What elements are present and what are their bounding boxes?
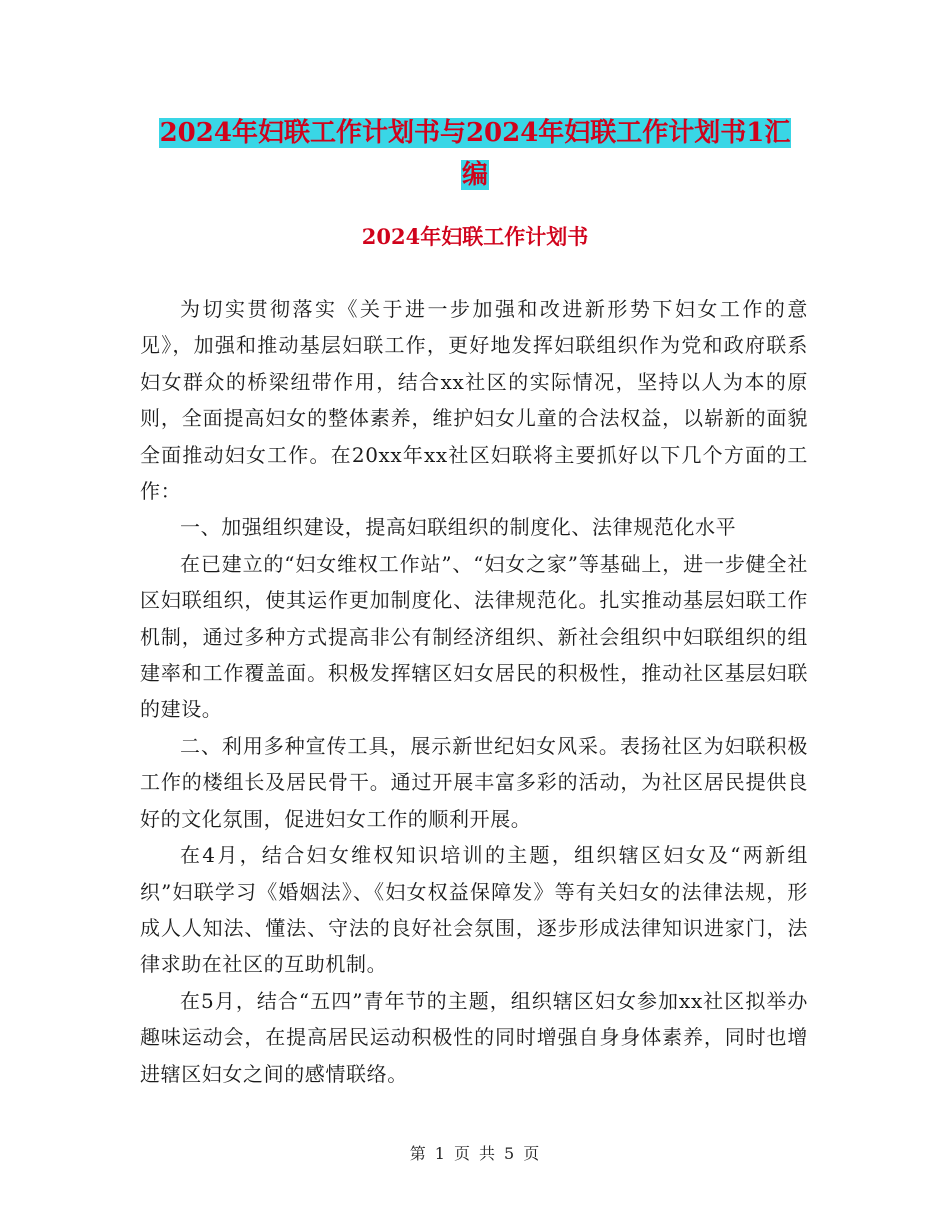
footer-page-suffix: 页 <box>453 1144 471 1163</box>
footer-total-pages: 5 <box>504 1144 516 1163</box>
document-body <box>140 291 808 1092</box>
footer-total-prefix: 共 <box>479 1144 497 1163</box>
footer-page-prefix: 第 <box>409 1144 427 1163</box>
paragraph-april: 在4月，结合妇女维权知识培训的主题，组织辖区妇女及“两新组织”妇联学习《婚姻法》、《妇女权益保障发》等有关妇女的法律法规，形成人人知法、懂法、守法的良好社会氛围，逐步形成法律知识进家门，法律求助在社区的互助机制。 <box>140 843 808 977</box>
footer-total-suffix: 页 <box>523 1144 541 1163</box>
document-main-title <box>140 112 810 196</box>
section-title: 2024年妇联工作计划书 <box>361 224 589 249</box>
footer-page-number: 1 <box>434 1144 446 1163</box>
paragraph-may: 在5月，结合“五四”青年节的主题，组织辖区妇女参加xx社区拟举办趣味运动会，在提高居民运动积极性的同时增强自身身体素养，同时也增进辖区妇女之间的感情联络。 <box>140 988 808 1086</box>
main-title-line2: 编 <box>461 160 488 190</box>
paragraph-heading-2: 二、利用多种宣传工具，展示新世纪妇女风采。表扬社区为妇联积极工作的楼组长及居民骨干。通过开展丰富多彩的活动，为社区居民提供良好的文化氛围，促进妇女工作的顺利开展。 <box>140 733 808 831</box>
paragraph-heading-1: 一、加强组织建设，提高妇联组织的制度化、法律规范化水平 <box>180 515 737 540</box>
main-title-line1: 2024年妇联工作计划书与2024年妇联工作计划书1汇 <box>159 118 791 148</box>
page-footer <box>0 1143 950 1165</box>
paragraph-organization: 在已建立的“妇女维权工作站”、“妇女之家”等基础上，进一步健全社区妇联组织，使其运作更加制度化、法律规范化。扎实推动基层妇联工作机制，通过多种方式提高非公有制经济组织、新社会组织中妇联组织的组建率和工作覆盖面。积极发挥辖区妇女居民的积极性，推动社区基层妇联的建设。 <box>140 551 808 722</box>
paragraph-intro: 为切实贯彻落实《关于进一步加强和改进新形势下妇女工作的意见》，加强和推动基层妇联工作，更好地发挥妇联组织作为党和政府联系妇女群众的桥梁纽带作用，结合xx社区的实际情况，坚持以人为本的原则，全面提高妇女的整体素养，维护妇女儿童的合法权益，以崭新的面貌全面推动妇女工作。在20xx年xx社区妇联将主要抓好以下几个方面的工作： <box>140 297 808 504</box>
